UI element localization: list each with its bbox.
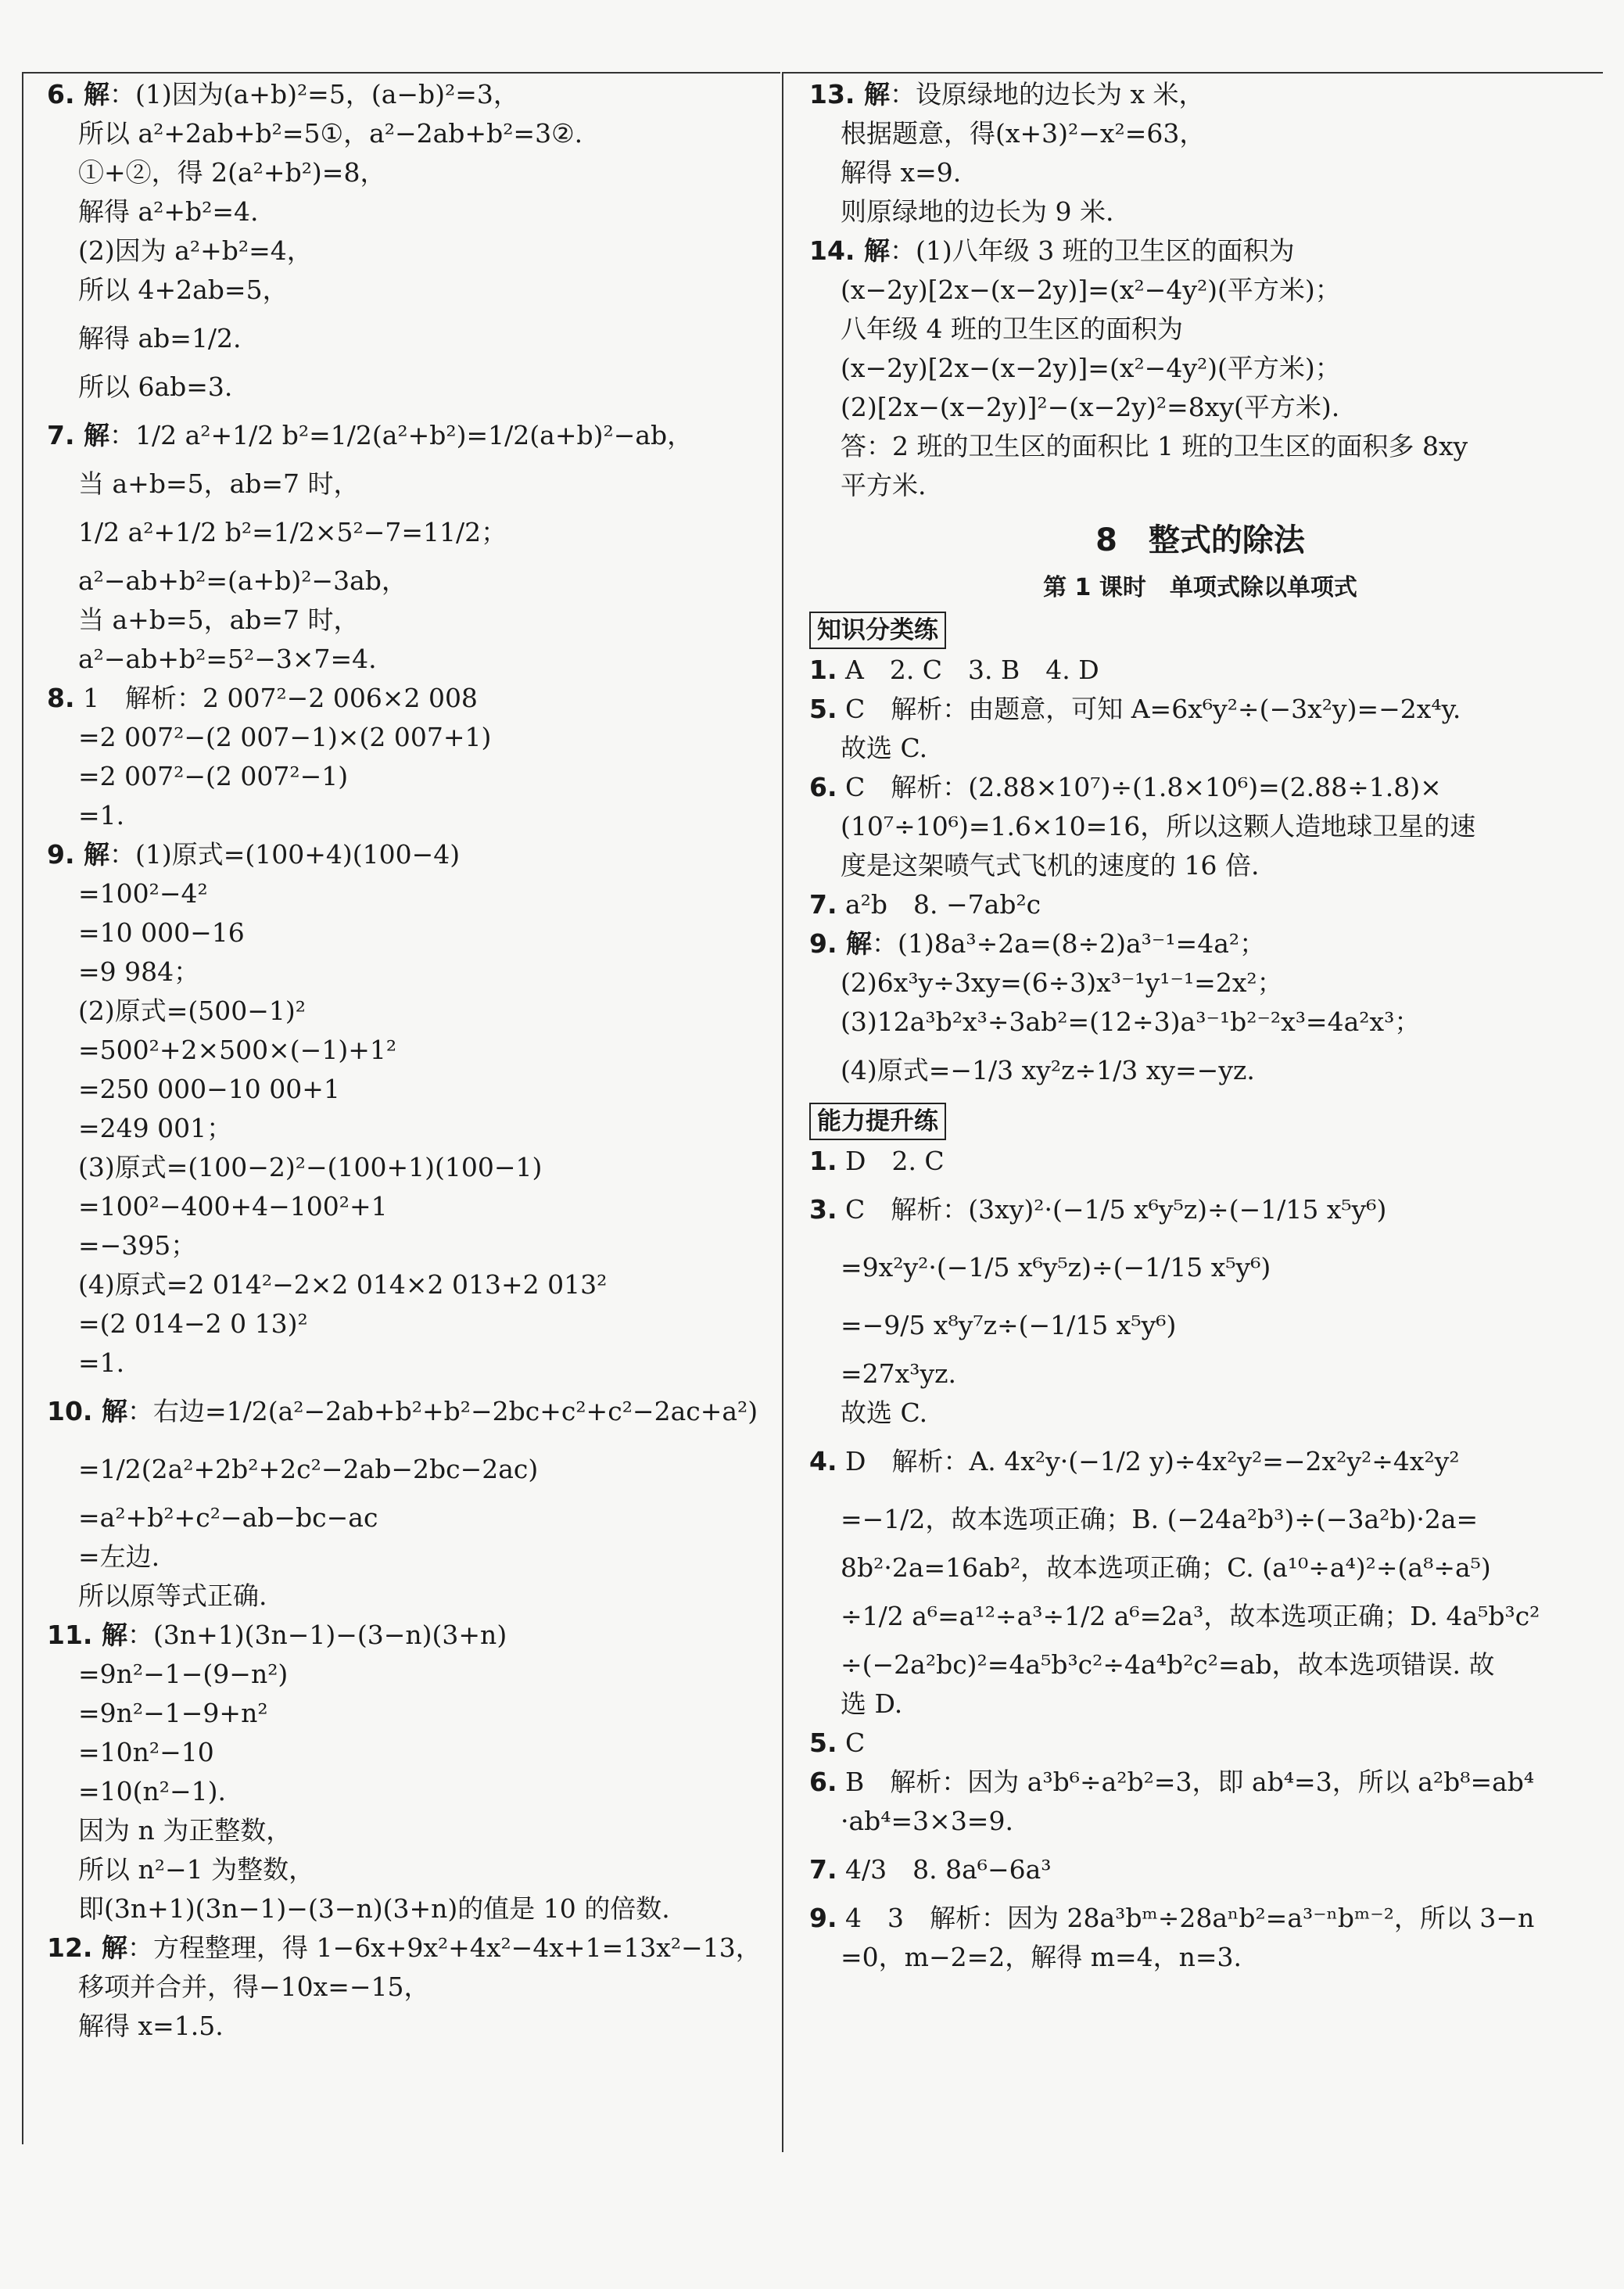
answer-line: =27x³yz. [841,1358,957,1389]
answer-text: ：(3n+1)(3n−1)−(3−n)(3+n) [127,1620,507,1650]
answer-line: 解得 x=9. [841,157,962,188]
answer-line [809,651,1591,690]
answer-text: B 解析：因为 a³b⁶÷a²b²=3，即 ab⁴=3，所以 a²b⁸=ab⁴ [837,1767,1535,1797]
question-number: 7. 解 [47,420,109,450]
question-number: 9. 解 [809,928,872,959]
question-number: 3. [809,1194,837,1225]
answer-line [47,835,766,874]
question-number: 9. [809,1903,837,1933]
question-number: 5. [809,1728,837,1758]
answer-line [809,1142,1591,1181]
answer-text: ：右边=1/2(a²−2ab+b²+b²−2bc+c²+c²−2ac+a²) [127,1396,758,1426]
answer-line: 所以 4+2ab=5， [78,274,289,305]
answer-line [809,924,1591,963]
answer-line: a²−ab+b²=(a+b)²−3ab， [78,565,407,596]
answer-text: 1 解析：2 007²−2 006×2 008 [74,683,478,713]
answer-text: C [837,1728,866,1758]
answer-line: (2)[2x−(x−2y)]²−(x−2y)²=8xy(平方米). [841,392,1340,422]
section-box-advanced: 能力提升练 [809,1103,946,1140]
left-column [47,75,766,2046]
answer-line: 选 D. [841,1688,903,1719]
answer-line: =1. [78,800,125,831]
answer-line: (4)原式=−1/3 xy²z÷1/3 xy=−yz. [841,1055,1255,1085]
answer-line: =100²−400+4−100²+1 [78,1191,388,1222]
answer-line: ÷1/2 a⁶=a¹²÷a³÷1/2 a⁶=2a³，故本选项正确；D. 4a⁵b³c² [841,1601,1540,1631]
question-number: 7. [809,1854,837,1885]
answer-line: ·ab⁴=3×3=9. [841,1806,1013,1836]
question-number: 6. [809,772,837,802]
answer-line: =9n²−1−(9−n²) [78,1659,289,1689]
answer-text: a²b 8. −7ab²c [837,889,1041,920]
answer-line [809,75,1591,114]
question-number: 7. [809,889,837,920]
answer-line [809,768,1591,807]
answer-line: ①+②，得 2(a²+b²)=8， [78,157,386,188]
answer-line: =−395； [78,1230,197,1261]
answer-line: 1/2 a²+1/2 b²=1/2×5²−7=11/2； [78,517,507,547]
answer-line: =9x²y²·(−1/5 x⁶y⁵z)÷(−1/15 x⁵y⁶) [841,1252,1271,1283]
answer-text: ：(1)原式=(100+4)(100−4) [109,839,461,870]
answer-line: =9n²−1−9+n² [78,1698,268,1728]
answer-line: 因为 n 为正整数， [78,1815,292,1846]
answer-line: =2 007²−(2 007−1)×(2 007+1) [78,722,492,752]
question-number: 13. 解 [809,79,890,109]
answer-text: A 2. C 3. B 4. D [837,655,1099,685]
answer-line [809,1763,1591,1802]
answer-line [809,1724,1591,1763]
section-box-basic: 知识分类练 [809,612,946,649]
answer-text: 4/3 8. 8a⁶−6a³ [837,1854,1052,1885]
question-number: 4. [809,1446,837,1476]
answer-line: =100²−4² [78,878,208,909]
answer-line: =1/2(2a²+2b²+2c²−2ab−2bc−2ac) [78,1454,539,1484]
answer-line: =a²+b²+c²−ab−bc−ac [78,1502,378,1533]
answer-line: =250 000−10 00+1 [78,1074,340,1104]
answer-line: 度是这架喷气式飞机的速度的 16 倍. [841,850,1260,881]
answer-line: a²−ab+b²=5²−3×7=4. [78,644,377,674]
question-number: 12. 解 [47,1932,127,1963]
question-number: 11. 解 [47,1620,127,1650]
answer-text: ：(1)八年级 3 班的卫生区的面积为 [889,235,1295,266]
question-number: 6. [809,1767,837,1797]
left-border [22,72,23,2144]
question-number: 1. [809,655,837,685]
answer-text: ：1/2 a²+1/2 b²=1/2(a²+b²)=1/2(a+b)²−ab， [109,420,694,450]
answer-line: =10 000−16 [78,917,245,948]
answer-line: 当 a+b=5，ab=7 时， [78,605,360,635]
advanced-practice-answers [809,1142,1591,1977]
answer-line: 故选 C. [841,1397,928,1428]
answer-line: 八年级 4 班的卫生区的面积为 [841,314,1183,344]
answer-line: (2)因为 a²+b²=4， [78,235,313,266]
top-rule-right [782,72,1603,74]
question-number: 14. 解 [809,235,890,266]
answer-text: C 解析：由题意，可知 A=6x⁶y²÷(−3x²y)=−2x⁴y. [837,694,1461,724]
question-number: 1. [809,1146,837,1176]
question-number: 8. [47,683,75,713]
answer-line: 故选 C. [841,733,928,763]
answer-line: 当 a+b=5，ab=7 时， [78,468,360,499]
right-column [809,75,1591,1977]
answer-line: =500²+2×500×(−1)+1² [78,1035,397,1065]
basic-practice-answers [809,651,1591,1100]
answer-line [809,1841,1591,1899]
answer-line: 答：2 班的卫生区的面积比 1 班的卫生区的面积多 8xy [841,431,1468,461]
answer-line: 解得 ab=1/2. [78,323,242,353]
answer-text: D 2. C [837,1146,945,1176]
answer-line: =1. [78,1347,125,1378]
answer-text: ：设原绿地的边长为 x 米， [889,79,1205,109]
answer-line: =左边. [78,1541,160,1572]
top-rule-left [22,72,780,74]
answer-line: 则原绿地的边长为 9 米. [841,196,1114,227]
question-number: 9. 解 [47,839,109,870]
answer-line: =10(n²−1). [78,1776,227,1806]
answer-text: C 解析：(2.88×10⁷)÷(1.8×10⁶)=(2.88÷1.8)× [837,772,1442,802]
answer-line: =10n²−10 [78,1737,214,1767]
answer-line: (10⁷÷10⁶)=1.6×10=16，所以这颗人造地球卫星的速 [841,811,1476,841]
answer-line: 8b²·2a=16ab²，故本选项正确；C. (a¹⁰÷a⁴)²÷(a⁸÷a⁵) [841,1552,1491,1583]
answer-line [47,407,766,465]
answer-text: C 解析：(3xy)²·(−1/5 x⁶y⁵z)÷(−1/15 x⁵y⁶) [837,1194,1387,1225]
answer-text: 4 3 解析：因为 28a³bᵐ÷28aⁿb²=a³⁻ⁿbᵐ⁻²，所以 3−n [837,1903,1535,1933]
answer-line: (4)原式=2 014²−2×2 014×2 013+2 013² [78,1269,608,1300]
answer-text: ：(1)8a³÷2a=(8÷2)a³⁻¹=4a²； [872,928,1266,959]
answer-line: 解得 a²+b²=4. [78,196,259,227]
answer-line: =249 001； [78,1113,233,1143]
answer-line [809,885,1591,924]
answer-line [809,1433,1591,1491]
answer-line: (3)12a³b²x³÷3ab²=(12÷3)a³⁻¹b²⁻²x³=4a²x³； [841,1006,1421,1037]
answer-line: (3)原式=(100−2)²−(100+1)(100−1) [78,1152,543,1182]
section-title: 8 整式的除法 [1095,522,1305,558]
answer-line: (2)原式=(500−1)² [78,996,307,1026]
answer-line: (2)6x³y÷3xy=(6÷3)x³⁻¹y¹⁻¹=2x²； [841,967,1283,998]
answer-line: (x−2y)[2x−(x−2y)]=(x²−4y²)(平方米)； [841,353,1341,383]
answer-line [47,679,766,718]
answer-line: 解得 x=1.5. [78,2011,224,2041]
answer-line: 移项并合并，得−10x=−15， [78,1971,430,2002]
answer-text: D 解析：A. 4x²y·(−1/2 y)÷4x²y²=−2x²y²÷4x²y² [837,1446,1460,1476]
answer-line: =−9/5 x⁸y⁷z÷(−1/15 x⁵y⁶) [841,1310,1177,1340]
answer-line: (x−2y)[2x−(x−2y)]=(x²−4y²)(平方米)； [841,274,1341,305]
answer-line: =9 984； [78,956,200,987]
answer-line [809,231,1591,271]
answer-line [47,1616,766,1655]
answer-text: ：(1)因为(a+b)²=5，(a−b)²=3， [109,79,519,109]
answer-line: =0，m−2=2，解得 m=4，n=3. [841,1942,1242,1972]
answer-line [809,1899,1591,1938]
answer-line: =2 007²−(2 007²−1) [78,761,349,791]
answer-line [809,1181,1591,1239]
answer-line [47,1928,766,1968]
column-divider [782,72,783,2152]
answer-line: 所以原等式正确. [78,1580,267,1611]
answer-line [47,1383,766,1440]
lesson-title: 第 1 课时 单项式除以单项式 [1043,574,1357,601]
answer-line: =−1/2，故本选项正确；B. (−24a²b³)÷(−3a²b)·2a= [841,1504,1479,1534]
answer-line: 根据题意，得(x+3)²−x²=63， [841,118,1206,149]
answer-line: ÷(−2a²bc)²=4a⁵b³c²÷4a⁴b²c²=ab，故本选项错误. 故 [841,1649,1495,1680]
question-number: 6. 解 [47,79,109,109]
question-number: 10. 解 [47,1396,127,1426]
answer-line: 所以 n²−1 为整数， [78,1854,315,1885]
answers-13-14 [809,75,1591,505]
answer-line: 即(3n+1)(3n−1)−(3−n)(3+n)的值是 10 的倍数. [78,1893,670,1924]
answer-line: =(2 014−2 0 13)² [78,1308,308,1339]
answer-line [809,690,1591,729]
answer-line: 平方米. [841,470,927,500]
answer-text: ：方程整理，得 1−6x+9x²+4x²−4x+1=13x²−13， [127,1932,762,1963]
question-number: 5. [809,694,837,724]
answer-line: 所以 a²+2ab+b²=5①，a²−2ab+b²=3②. [78,118,583,149]
answer-line [47,75,766,114]
answer-line: 所以 6ab=3. [78,371,233,402]
